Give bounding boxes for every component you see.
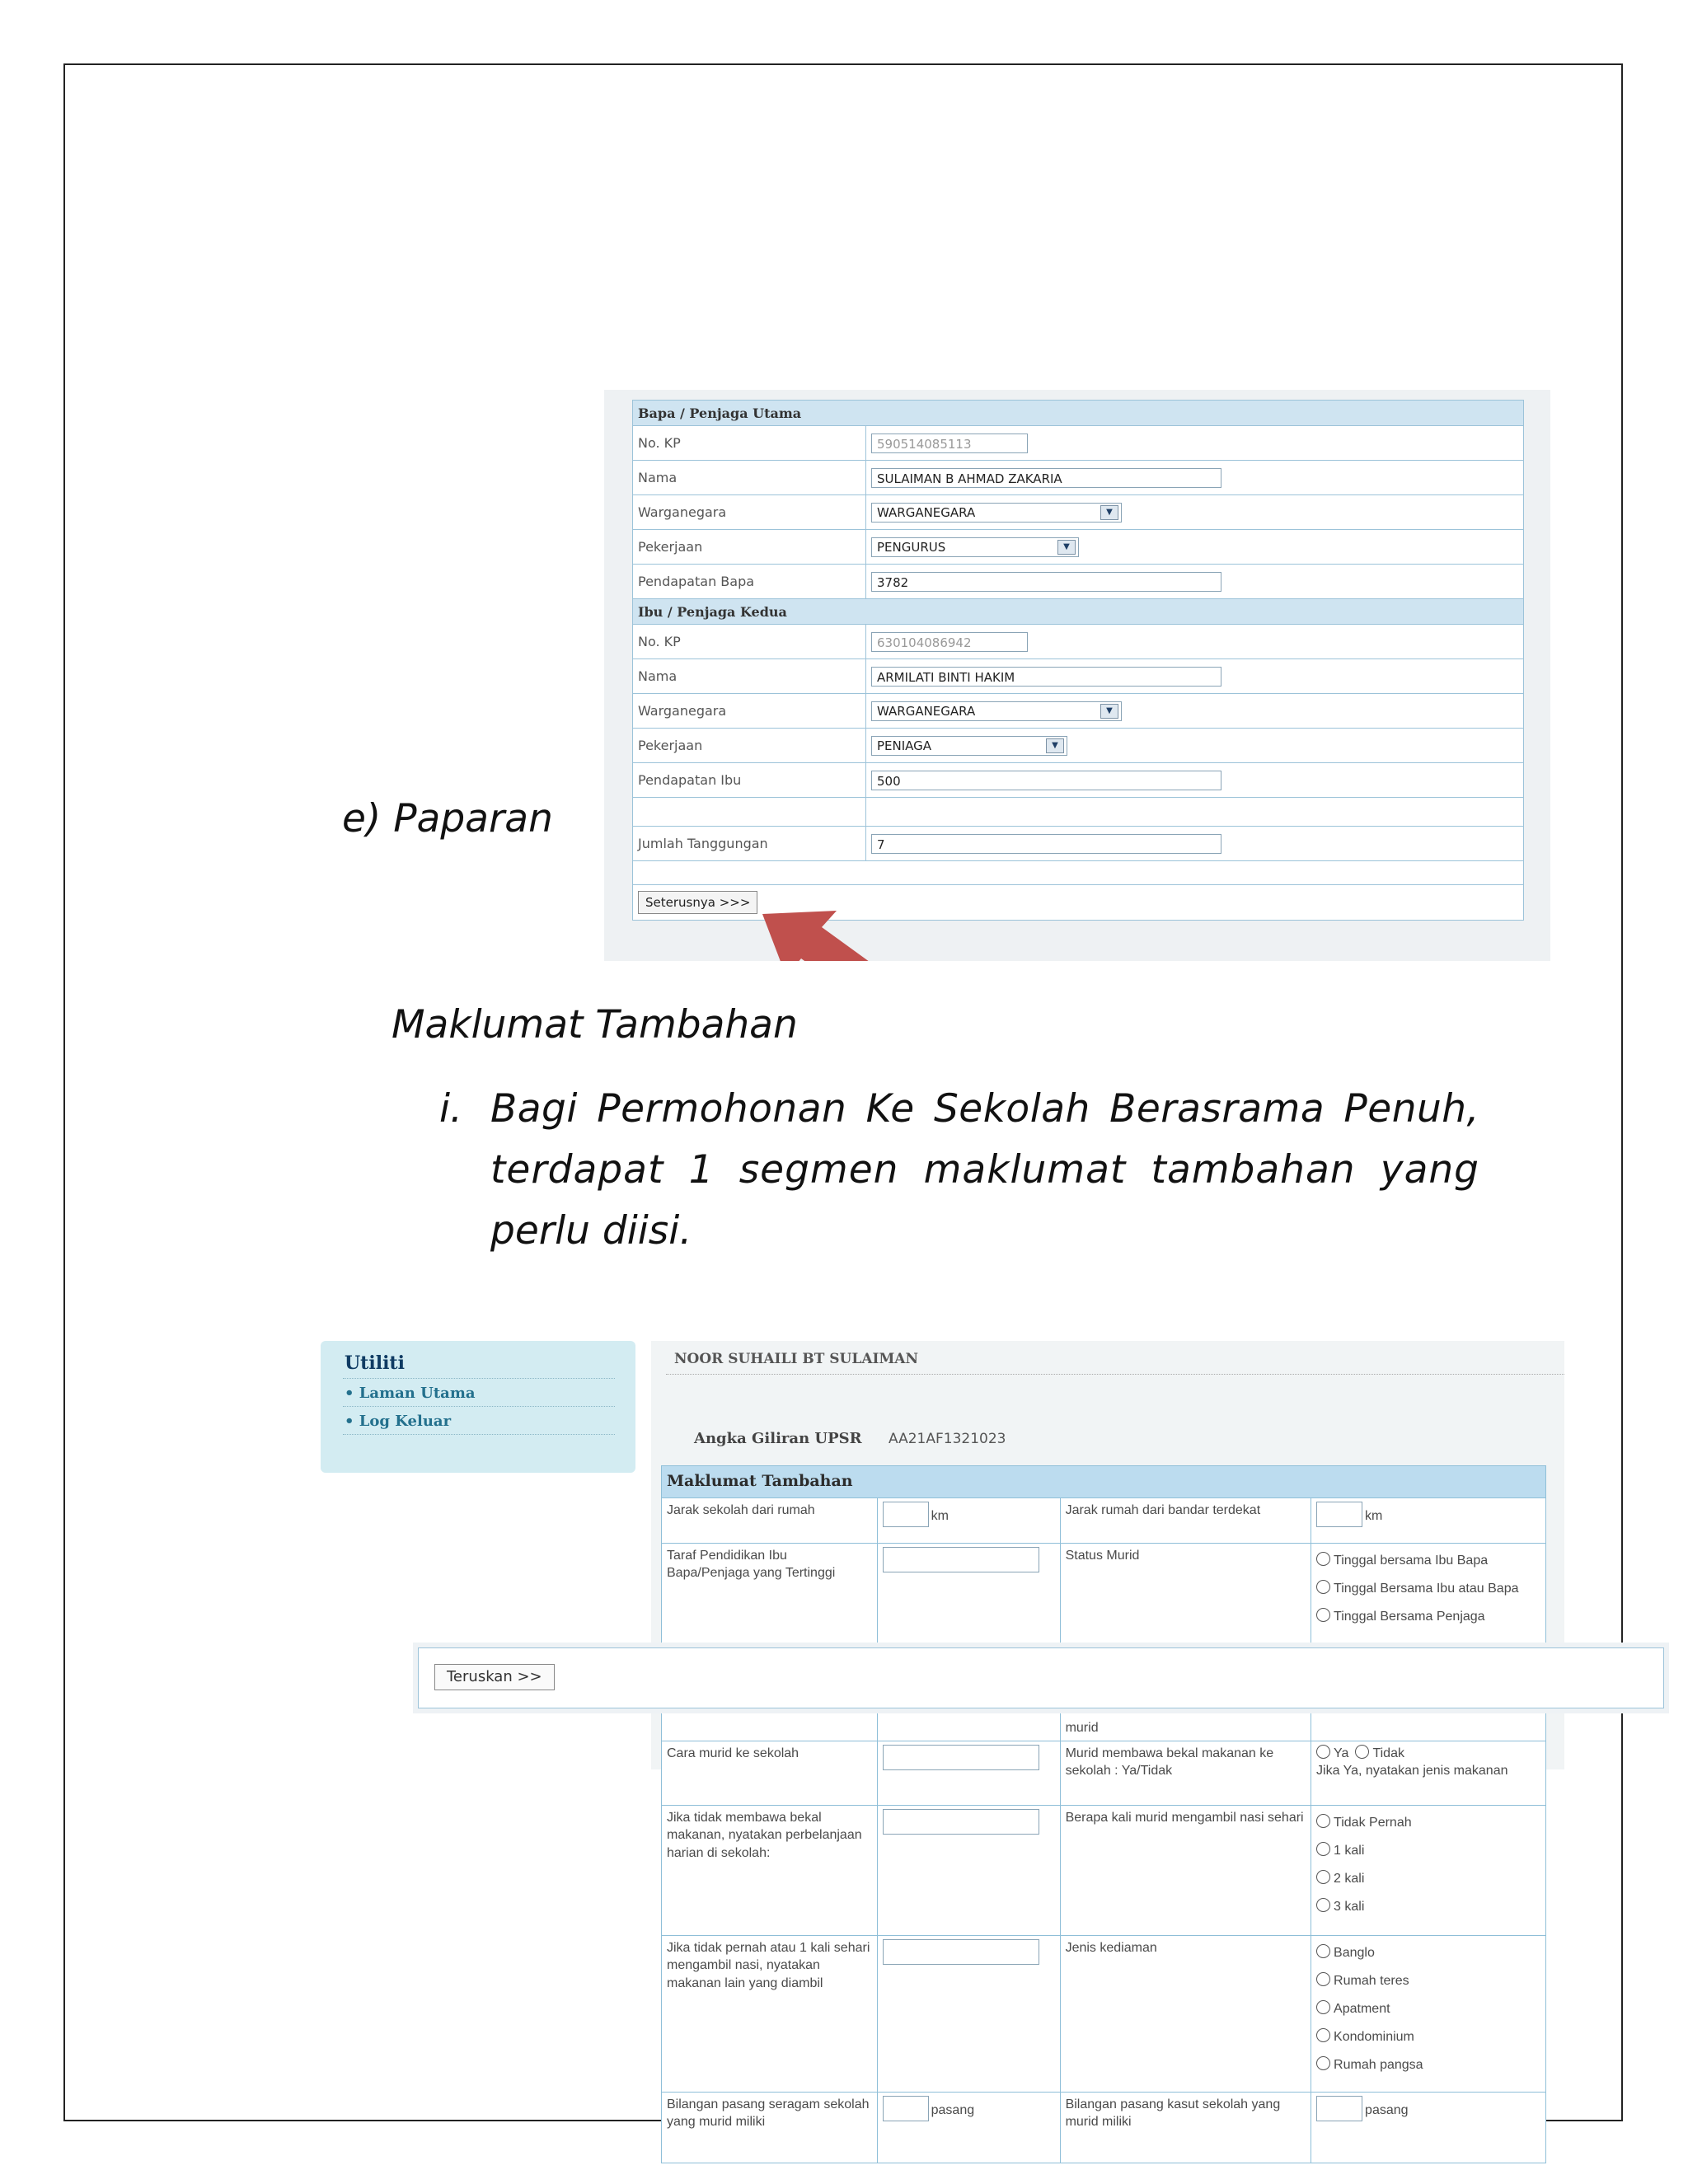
section-header-bapa: Bapa / Penjaga Utama	[633, 401, 1524, 426]
paragraph-line-2: terdapat 1 segmen maklumat tambahan yang	[490, 1147, 1479, 1193]
label-jumlah-tanggungan: Jumlah Tanggungan	[633, 827, 866, 861]
radio-label: Tinggal Bersama Ibu atau Bapa	[1334, 1581, 1519, 1596]
paragraph-line-3: perlu diisi.	[490, 1208, 692, 1254]
radio-label: Tinggal Bersama Penjaga	[1334, 1609, 1485, 1624]
radio-label: 3 kali	[1334, 1899, 1365, 1914]
radio-circle-icon	[1316, 1745, 1330, 1759]
radio-circle-icon	[1316, 1944, 1330, 1958]
upsr-label: Angka Giliran UPSR	[694, 1430, 862, 1447]
radio-kediaman-option[interactable]	[1316, 2023, 1540, 2051]
sidebar-item-log-keluar[interactable]: • Log Keluar	[345, 1413, 452, 1430]
label-warganegara-bapa: Warganegara	[633, 495, 866, 530]
unit-pasang: pasang	[1365, 2102, 1409, 2117]
label-nama-bapa: Nama	[633, 461, 866, 495]
label-nama-ibu: Nama	[633, 659, 866, 694]
cara-murid-input[interactable]	[883, 1745, 1039, 1770]
label-warganegara-ibu: Warganegara	[633, 694, 866, 729]
label-no-kp-ibu: No. KP	[633, 625, 866, 659]
sidebar-item-laman-utama[interactable]: • Laman Utama	[345, 1385, 476, 1402]
arrow-shape	[762, 911, 888, 961]
label-bilangan-seragam: Bilangan pasang seragam sekolah yang murid miliki	[662, 2092, 878, 2163]
radio-circle-icon	[1316, 1608, 1330, 1622]
heading-e-paparan: e) Paparan	[342, 796, 553, 841]
perbelanjaan-input[interactable]	[883, 1809, 1039, 1835]
label-jarak-sekolah: Jarak sekolah dari rumah	[662, 1497, 878, 1543]
radio-nasi-option[interactable]	[1316, 1809, 1540, 1837]
pekerjaan-bapa-value: PENGURUS	[877, 539, 946, 555]
label-jenis-kediaman: Jenis kediaman	[1060, 1935, 1311, 2092]
utiliti-sidebar	[321, 1341, 635, 1473]
jarak-bandar-input[interactable]	[1316, 1502, 1362, 1527]
radio-label: Tidak Pernah	[1334, 1815, 1412, 1830]
radio-nasi-option[interactable]	[1316, 1865, 1540, 1893]
label-no-kp-bapa: No. KP	[633, 426, 866, 461]
radio-status-option[interactable]	[1316, 1575, 1540, 1603]
section-header-ibu: Ibu / Penjaga Kedua	[633, 599, 1524, 625]
radio-label: Tidak	[1372, 1746, 1404, 1760]
divider	[343, 1378, 615, 1379]
radio-circle-icon	[1316, 1870, 1330, 1884]
label-pekerjaan-bapa: Pekerjaan	[633, 530, 866, 565]
label-status-murid: Status Murid	[1065, 1548, 1140, 1563]
chevron-down-icon: ▼	[1046, 738, 1064, 753]
radio-nasi-option[interactable]	[1316, 1837, 1540, 1865]
radio-circle-icon	[1316, 2028, 1330, 2042]
radio-tidak[interactable]	[1355, 1745, 1404, 1763]
chevron-down-icon: ▼	[1057, 540, 1076, 555]
radio-label: Kondominium	[1334, 2029, 1414, 2044]
pointer-arrow-icon	[604, 390, 1550, 961]
chevron-down-icon: ▼	[1100, 704, 1118, 719]
no-kp-ibu-field[interactable]: 630104086942	[871, 632, 1028, 652]
jumlah-tanggungan-field[interactable]: 7	[871, 834, 1221, 854]
label-bekal: Murid membawa bekal makanan ke sekolah : Ya/Tidak	[1060, 1741, 1311, 1805]
unit-km: km	[931, 1508, 949, 1523]
radio-label: Rumah teres	[1334, 1973, 1409, 1988]
radio-circle-icon	[1316, 1842, 1330, 1856]
radio-ya[interactable]	[1316, 1745, 1348, 1763]
radio-status-option[interactable]	[1316, 1547, 1540, 1575]
bilangan-seragam-input[interactable]	[883, 2096, 929, 2121]
section-header-maklumat-tambahan: Maklumat Tambahan	[662, 1466, 1546, 1498]
radio-circle-icon	[1316, 1972, 1330, 1986]
radio-kediaman-option[interactable]	[1316, 1939, 1540, 1967]
pekerjaan-ibu-value: PENIAGA	[877, 738, 932, 753]
maklumat-tambahan-table	[661, 1465, 1546, 2163]
radio-circle-icon	[1316, 1898, 1330, 1912]
paragraph-line-1: Bagi Permohonan Ke Sekolah Berasrama Penuh,	[490, 1086, 1479, 1132]
label-pekerjaan-ibu: Pekerjaan	[633, 729, 866, 763]
pendapatan-bapa-field[interactable]: 3782	[871, 572, 1221, 592]
no-kp-bapa-field[interactable]: 590514085113	[871, 434, 1028, 453]
student-name: NOOR SUHAILI BT SULAIMAN	[674, 1351, 919, 1367]
utiliti-title: Utiliti	[345, 1352, 405, 1374]
bilangan-kasut-input[interactable]	[1316, 2096, 1362, 2121]
divider	[666, 1374, 1564, 1375]
makanan-lain-input[interactable]	[883, 1939, 1039, 1965]
seterusnya-button[interactable]: Seterusnya >>>	[638, 891, 757, 914]
label-jika-tidak-bekal: Jika tidak membawa bekal makanan, nyatakan perbelanjaan harian di sekolah:	[662, 1805, 878, 1935]
radio-circle-icon	[1316, 1814, 1330, 1828]
label-pendapatan-ibu: Pendapatan Ibu	[633, 763, 866, 798]
radio-kediaman-option[interactable]	[1316, 1967, 1540, 1995]
heading-maklumat-tambahan: Maklumat Tambahan	[392, 1002, 798, 1047]
label-jika-ya: Jika Ya, nyatakan jenis makanan	[1316, 1764, 1508, 1779]
taraf-pendidikan-input[interactable]	[883, 1547, 1039, 1572]
radio-circle-icon	[1316, 2000, 1330, 2014]
label-pendapatan-bapa: Pendapatan Bapa	[633, 565, 866, 599]
radio-label: Rumah pangsa	[1334, 2057, 1423, 2072]
radio-status-option[interactable]	[1316, 1603, 1540, 1631]
upsr-value: AA21AF1321023	[889, 1431, 1006, 1447]
unit-km: km	[1365, 1508, 1383, 1523]
label-murid-fragment: murid	[1065, 1721, 1099, 1736]
radio-label: 1 kali	[1334, 1843, 1365, 1858]
radio-circle-icon	[1316, 1580, 1330, 1594]
radio-kediaman-option[interactable]	[1316, 2051, 1540, 2079]
radio-nasi-option[interactable]	[1316, 1893, 1540, 1921]
label-jika-tidak-pernah: Jika tidak pernah atau 1 kali sehari mengambil nasi, nyatakan makanan lain yang diambil	[662, 1935, 878, 2092]
radio-label: Apatment	[1334, 2001, 1390, 2016]
radio-label: Banglo	[1334, 1945, 1375, 1960]
jarak-sekolah-input[interactable]	[883, 1502, 929, 1527]
warganegara-ibu-value: WARGANEGARA	[877, 703, 976, 719]
teruskan-button[interactable]: Teruskan >>	[434, 1664, 555, 1690]
teruskan-bar	[418, 1647, 1664, 1708]
screenshot-parent-form	[604, 390, 1550, 961]
radio-circle-icon	[1355, 1745, 1369, 1759]
list-marker-i: i.	[439, 1086, 462, 1132]
unit-pasang: pasang	[931, 2102, 975, 2117]
label-taraf-pendidikan: Taraf Pendidikan Ibu Bapa/Penjaga yang Tertinggi	[662, 1543, 878, 1741]
radio-circle-icon	[1316, 1552, 1330, 1566]
label-cara-murid: Cara murid ke sekolah	[662, 1741, 878, 1805]
radio-kediaman-option[interactable]	[1316, 1995, 1540, 2023]
label-bilangan-kasut: Bilangan pasang kasut sekolah yang murid miliki	[1060, 2092, 1311, 2163]
nama-ibu-field[interactable]: ARMILATI BINTI HAKIM	[871, 667, 1221, 687]
divider	[343, 1406, 615, 1407]
radio-label: Ya	[1334, 1746, 1349, 1760]
divider	[343, 1434, 615, 1435]
label-jarak-bandar: Jarak rumah dari bandar terdekat	[1060, 1497, 1311, 1543]
chevron-down-icon: ▼	[1100, 505, 1118, 520]
radio-label: 2 kali	[1334, 1871, 1365, 1886]
label-berapa-kali: Berapa kali murid mengambil nasi sehari	[1060, 1805, 1311, 1935]
radio-circle-icon	[1316, 2056, 1330, 2070]
warganegara-bapa-value: WARGANEGARA	[877, 504, 976, 520]
nama-bapa-field[interactable]: SULAIMAN B AHMAD ZAKARIA	[871, 468, 1221, 488]
radio-label: Tinggal bersama Ibu Bapa	[1334, 1553, 1489, 1568]
pendapatan-ibu-field[interactable]: 500	[871, 771, 1221, 790]
